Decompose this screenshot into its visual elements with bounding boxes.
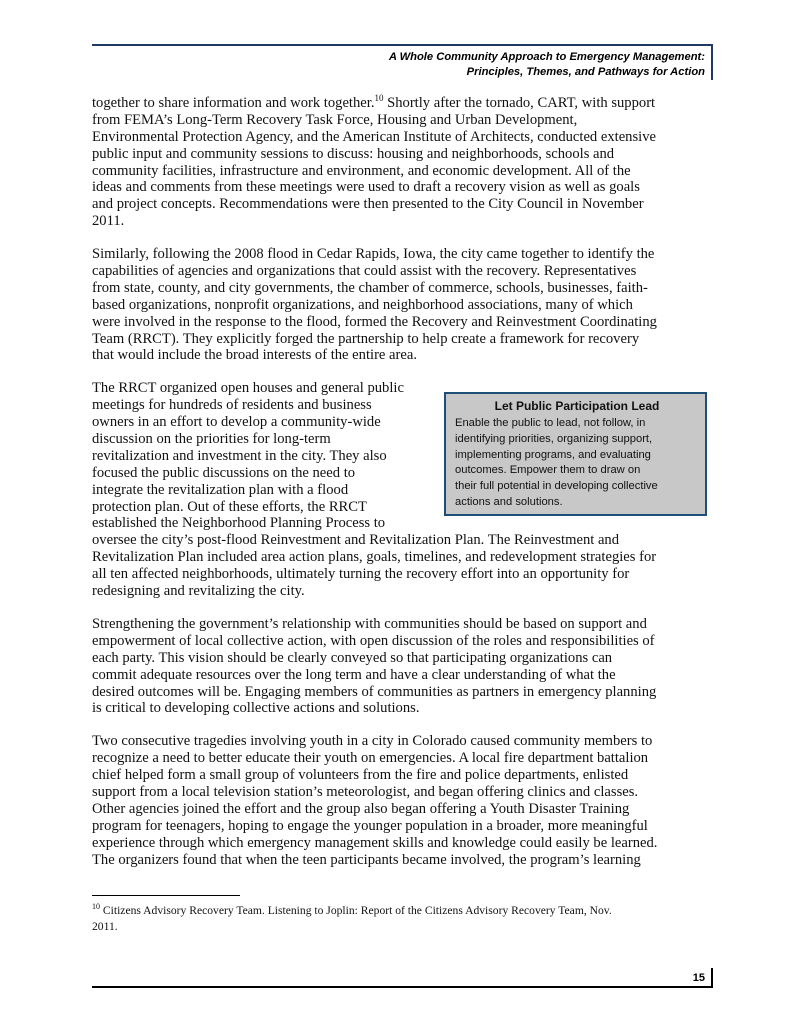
footnote-line: 2011. [92,919,118,933]
text-line: ideas and comments from these meetings were used to draft a recovery vision as well as goals [92,179,640,196]
text-line: each party. This vision should be clearly conveyed so that participating organizations can [92,649,613,666]
text-line: commit adequate resources over the long term and have a clear understanding of what the [92,666,616,683]
text-line: The RRCT organized open houses and general public [92,380,404,397]
footnote-rule [92,895,240,896]
text-line: redesigning and revitalizing the city. [92,583,305,600]
paragraph-5 [92,733,657,868]
text-line: community facilities, infrastructure and environment, and economic development. All of the [92,162,631,179]
text-line: from state, county, and city governments, the chamber of commerce, schools, businesses, faith- [92,279,648,296]
text-line: capabilities of agencies and organizations that could assist with the recovery. Representatives [92,263,637,280]
text-line: oversee the city’s post-flood Reinvestment and Revitalization Plan. The Reinvestment and [92,532,620,549]
text-line: based organizations, nonprofit organizations, and neighborhood associations, many of which [92,296,633,313]
paragraph-1 [92,95,657,230]
text-line: Similarly, following the 2008 flood in Cedar Rapids, Iowa, the city came together to identify the [92,246,655,263]
callout-line: actions and solutions. [455,495,563,508]
text-line [92,95,657,112]
text-line: were involved in the response to the flood, formed the Recovery and Reinvestment Coordinating [92,313,657,330]
callout-line: their full potential in developing collective [455,480,658,493]
callout-line: identifying priorities, organizing support, [455,432,653,445]
paragraph-1-lines [92,112,657,230]
text-line: is critical to developing collective actions and solutions. [92,700,420,717]
text-line: from FEMA’s Long-Term Recovery Task Force, Housing and Urban Development, [92,111,578,128]
footer-vertical-rule [711,968,713,988]
text-line: revitalization and investment in the city. They also [92,447,387,464]
footnote [92,903,612,935]
callout-line: outcomes. Empower them to draw on [455,464,641,477]
text-line: Other agencies joined the effort and the group also began offering a Youth Disaster Training [92,800,630,817]
text-line: focused the public discussions on the need to [92,464,356,481]
callout-line: implementing programs, and evaluating [455,448,651,461]
text-segment: together to share information and work together. [92,95,375,111]
callout-line: Enable the public to lead, not follow, in [455,417,646,429]
text-line: chief helped form a small group of volunteers from the fire and police departments, enlisted [92,767,629,784]
footer-rule [92,986,712,988]
text-line: desired outcomes will be. Engaging members of communities as partners in emergency planning [92,683,657,700]
text-line: that would include the broad interests of the entire area. [92,347,417,364]
text-line: support from a local television station’s meteorologist, and began offering clinics and classes. [92,783,639,800]
text-line: Revitalization Plan included area action plans, goals, timelines, and redevelopment strategies for [92,549,657,566]
callout-box [444,392,707,516]
text-line: protection plan. Out of these efforts, the RRCT [92,498,367,515]
text-line: Two consecutive tragedies involving youth in a city in Colorado caused community members to [92,733,653,750]
text-line: empowerment of local collective action, with open discussion of the roles and responsibilities of [92,632,655,649]
text-segment: Shortly after the tornado, CART, with support [383,95,656,111]
header-vertical-rule [711,44,713,80]
callout-title: Let Public Participation Lead [494,399,660,413]
page-number: 15 [692,972,705,984]
text-line: experience through which emergency management skills and knowledge could easily be learned. [92,834,658,851]
text-line: 2011. [92,213,125,230]
text-line: recognize a need to better educate their youth on emergencies. A local fire department battalion [92,750,649,767]
footnote-reference: 10 [374,93,384,104]
running-header-line-2: Principles, Themes, and Pathways for Action [466,65,705,78]
text-line: The organizers found that when the teen participants became involved, the program’s learning [92,851,641,868]
text-line: established the Neighborhood Planning Process to [92,515,386,532]
text-line: and project concepts. Recommendations were then presented to the City Council in November [92,196,644,213]
paragraph-2 [92,246,657,364]
text-line: Environmental Protection Agency, and the American Institute of Architects, conducted extensive [92,128,656,145]
callout-body [455,416,699,511]
text-line: Team (RRCT). They explicitly forged the partnership to help create a framework for recovery [92,330,640,347]
text-line: program for teenagers, hoping to engage the younger population in a broader, more meaningful [92,817,648,834]
text-line: discussion on the priorities for long-term [92,431,331,448]
text-line: owners in an effort to develop a community-wide [92,414,381,431]
footnote-line [92,903,612,919]
text-line: all ten affected neighborhoods, ultimately turning the recovery effort into an opportunity for [92,566,630,583]
running-header [389,50,705,79]
header-rule [92,44,712,46]
footnote-text: Citizens Advisory Recovery Team. Listening to Joplin: Report of the Citizens Advisory Recovery Team, Nov. [100,904,612,917]
text-line: meetings for hundreds of residents and business [92,397,372,414]
running-header-line-1: A Whole Community Approach to Emergency Management: [388,51,705,63]
text-line: public input and community sessions to discuss: housing and neighborhoods, schools and [92,145,615,162]
text-line: integrate the revitalization plan with a flood [92,481,349,498]
paragraph-4 [92,616,657,717]
text-line: Strengthening the government’s relationship with communities should be based on support and [92,615,647,632]
footnote-number: 10 [92,902,100,912]
